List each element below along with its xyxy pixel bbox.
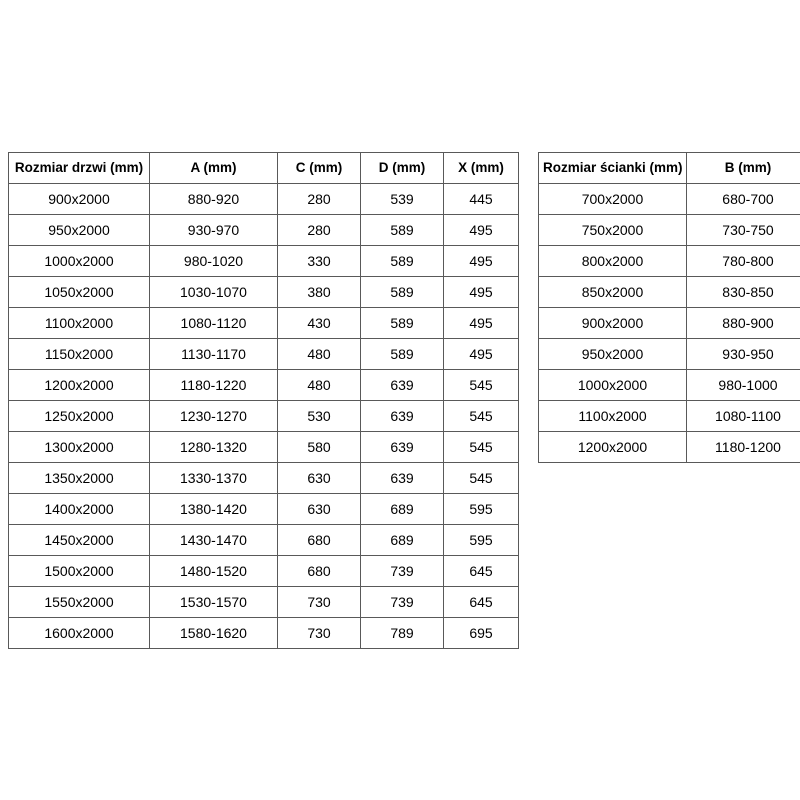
door-sizes-cell: 930-970 xyxy=(150,215,278,246)
wall-sizes-cell: 930-950 xyxy=(687,339,800,370)
door-sizes-column-header: X (mm) xyxy=(444,153,519,184)
door-sizes-cell: 495 xyxy=(444,246,519,277)
door-sizes-cell: 689 xyxy=(361,494,444,525)
door-sizes-cell: 589 xyxy=(361,339,444,370)
door-sizes-row xyxy=(9,246,519,277)
door-sizes-cell: 545 xyxy=(444,401,519,432)
door-sizes-row xyxy=(9,525,519,556)
wall-sizes-row xyxy=(539,432,800,463)
wall-sizes-row xyxy=(539,184,800,215)
door-sizes-cell: 330 xyxy=(278,246,361,277)
door-sizes-row xyxy=(9,277,519,308)
door-sizes-cell: 495 xyxy=(444,215,519,246)
door-sizes-cell: 280 xyxy=(278,184,361,215)
wall-sizes-table xyxy=(538,152,800,463)
wall-sizes-cell: 1200x2000 xyxy=(539,432,687,463)
wall-sizes-cell: 1180-1200 xyxy=(687,432,800,463)
door-sizes-row xyxy=(9,618,519,649)
door-sizes-cell: 950x2000 xyxy=(9,215,150,246)
door-sizes-cell: 630 xyxy=(278,494,361,525)
door-sizes-cell: 545 xyxy=(444,370,519,401)
door-sizes-cell: 1380-1420 xyxy=(150,494,278,525)
wall-sizes-cell: 1080-1100 xyxy=(687,401,800,432)
door-sizes-cell: 1350x2000 xyxy=(9,463,150,494)
wall-sizes-row xyxy=(539,277,800,308)
door-sizes-cell: 580 xyxy=(278,432,361,463)
wall-sizes-cell: 800x2000 xyxy=(539,246,687,277)
door-sizes-cell: 495 xyxy=(444,277,519,308)
door-sizes-cell: 495 xyxy=(444,339,519,370)
wall-sizes-row xyxy=(539,401,800,432)
door-sizes-cell: 495 xyxy=(444,308,519,339)
door-sizes-cell: 1450x2000 xyxy=(9,525,150,556)
door-sizes-header-row xyxy=(9,153,519,184)
door-sizes-column-header: A (mm) xyxy=(150,153,278,184)
door-sizes-cell: 1000x2000 xyxy=(9,246,150,277)
door-sizes-cell: 1400x2000 xyxy=(9,494,150,525)
door-sizes-cell: 530 xyxy=(278,401,361,432)
door-sizes-cell: 480 xyxy=(278,339,361,370)
door-sizes-cell: 539 xyxy=(361,184,444,215)
door-sizes-cell: 1550x2000 xyxy=(9,587,150,618)
wall-sizes-cell: 750x2000 xyxy=(539,215,687,246)
door-sizes-cell: 1200x2000 xyxy=(9,370,150,401)
door-sizes-cell: 589 xyxy=(361,277,444,308)
door-sizes-row xyxy=(9,184,519,215)
door-sizes-cell: 1330-1370 xyxy=(150,463,278,494)
door-sizes-cell: 639 xyxy=(361,370,444,401)
door-sizes-cell: 680 xyxy=(278,525,361,556)
wall-sizes-cell: 700x2000 xyxy=(539,184,687,215)
door-sizes-cell: 545 xyxy=(444,463,519,494)
wall-sizes-cell: 780-800 xyxy=(687,246,800,277)
door-sizes-cell: 1180-1220 xyxy=(150,370,278,401)
door-sizes-cell: 1300x2000 xyxy=(9,432,150,463)
door-sizes-cell: 689 xyxy=(361,525,444,556)
door-sizes-column-header: Rozmiar drzwi (mm) xyxy=(9,153,150,184)
door-sizes-cell: 1430-1470 xyxy=(150,525,278,556)
door-sizes-cell: 1100x2000 xyxy=(9,308,150,339)
door-sizes-cell: 445 xyxy=(444,184,519,215)
door-sizes-table xyxy=(8,152,519,649)
door-sizes-cell: 1250x2000 xyxy=(9,401,150,432)
door-sizes-row xyxy=(9,463,519,494)
door-sizes-column-header: D (mm) xyxy=(361,153,444,184)
door-sizes-cell: 730 xyxy=(278,618,361,649)
door-sizes-cell: 900x2000 xyxy=(9,184,150,215)
door-sizes-cell: 789 xyxy=(361,618,444,649)
door-sizes-column-header: C (mm) xyxy=(278,153,361,184)
door-sizes-row xyxy=(9,215,519,246)
door-sizes-row xyxy=(9,401,519,432)
door-sizes-cell: 1080-1120 xyxy=(150,308,278,339)
door-sizes-row xyxy=(9,587,519,618)
door-sizes-cell: 980-1020 xyxy=(150,246,278,277)
door-sizes-cell: 1050x2000 xyxy=(9,277,150,308)
wall-sizes-cell: 980-1000 xyxy=(687,370,800,401)
door-sizes-cell: 380 xyxy=(278,277,361,308)
wall-sizes-cell: 830-850 xyxy=(687,277,800,308)
wall-sizes-cell: 680-700 xyxy=(687,184,800,215)
wall-sizes-column-header: Rozmiar ścianki (mm) xyxy=(539,153,687,184)
door-sizes-row xyxy=(9,494,519,525)
wall-sizes-row xyxy=(539,246,800,277)
door-sizes-cell: 645 xyxy=(444,587,519,618)
door-sizes-cell: 589 xyxy=(361,215,444,246)
door-sizes-cell: 545 xyxy=(444,432,519,463)
door-sizes-cell: 1600x2000 xyxy=(9,618,150,649)
door-sizes-cell: 280 xyxy=(278,215,361,246)
wall-sizes-row xyxy=(539,339,800,370)
door-sizes-cell: 645 xyxy=(444,556,519,587)
door-sizes-cell: 1230-1270 xyxy=(150,401,278,432)
door-sizes-cell: 880-920 xyxy=(150,184,278,215)
wall-sizes-header-row xyxy=(539,153,800,184)
door-sizes-cell: 1150x2000 xyxy=(9,339,150,370)
door-sizes-cell: 430 xyxy=(278,308,361,339)
door-sizes-row xyxy=(9,339,519,370)
door-sizes-cell: 739 xyxy=(361,587,444,618)
door-sizes-cell: 589 xyxy=(361,308,444,339)
wall-sizes-cell: 1100x2000 xyxy=(539,401,687,432)
door-sizes-cell: 1500x2000 xyxy=(9,556,150,587)
door-sizes-cell: 630 xyxy=(278,463,361,494)
wall-sizes-row xyxy=(539,308,800,339)
door-sizes-cell: 480 xyxy=(278,370,361,401)
door-sizes-cell: 1030-1070 xyxy=(150,277,278,308)
door-sizes-cell: 1530-1570 xyxy=(150,587,278,618)
door-sizes-cell: 739 xyxy=(361,556,444,587)
wall-sizes-cell: 880-900 xyxy=(687,308,800,339)
door-sizes-cell: 1580-1620 xyxy=(150,618,278,649)
wall-sizes-cell: 1000x2000 xyxy=(539,370,687,401)
wall-sizes-row xyxy=(539,370,800,401)
door-sizes-row xyxy=(9,556,519,587)
door-sizes-cell: 695 xyxy=(444,618,519,649)
door-sizes-cell: 730 xyxy=(278,587,361,618)
door-sizes-cell: 1130-1170 xyxy=(150,339,278,370)
door-sizes-cell: 589 xyxy=(361,246,444,277)
wall-sizes-cell: 900x2000 xyxy=(539,308,687,339)
door-sizes-cell: 680 xyxy=(278,556,361,587)
door-sizes-row xyxy=(9,432,519,463)
door-sizes-cell: 639 xyxy=(361,432,444,463)
wall-sizes-cell: 850x2000 xyxy=(539,277,687,308)
wall-sizes-column-header: B (mm) xyxy=(687,153,800,184)
door-sizes-cell: 639 xyxy=(361,401,444,432)
wall-sizes-cell: 950x2000 xyxy=(539,339,687,370)
wall-sizes-cell: 730-750 xyxy=(687,215,800,246)
door-sizes-row xyxy=(9,370,519,401)
door-sizes-cell: 1480-1520 xyxy=(150,556,278,587)
door-sizes-cell: 595 xyxy=(444,525,519,556)
door-sizes-row xyxy=(9,308,519,339)
door-sizes-cell: 1280-1320 xyxy=(150,432,278,463)
wall-sizes-row xyxy=(539,215,800,246)
door-sizes-cell: 595 xyxy=(444,494,519,525)
door-sizes-cell: 639 xyxy=(361,463,444,494)
